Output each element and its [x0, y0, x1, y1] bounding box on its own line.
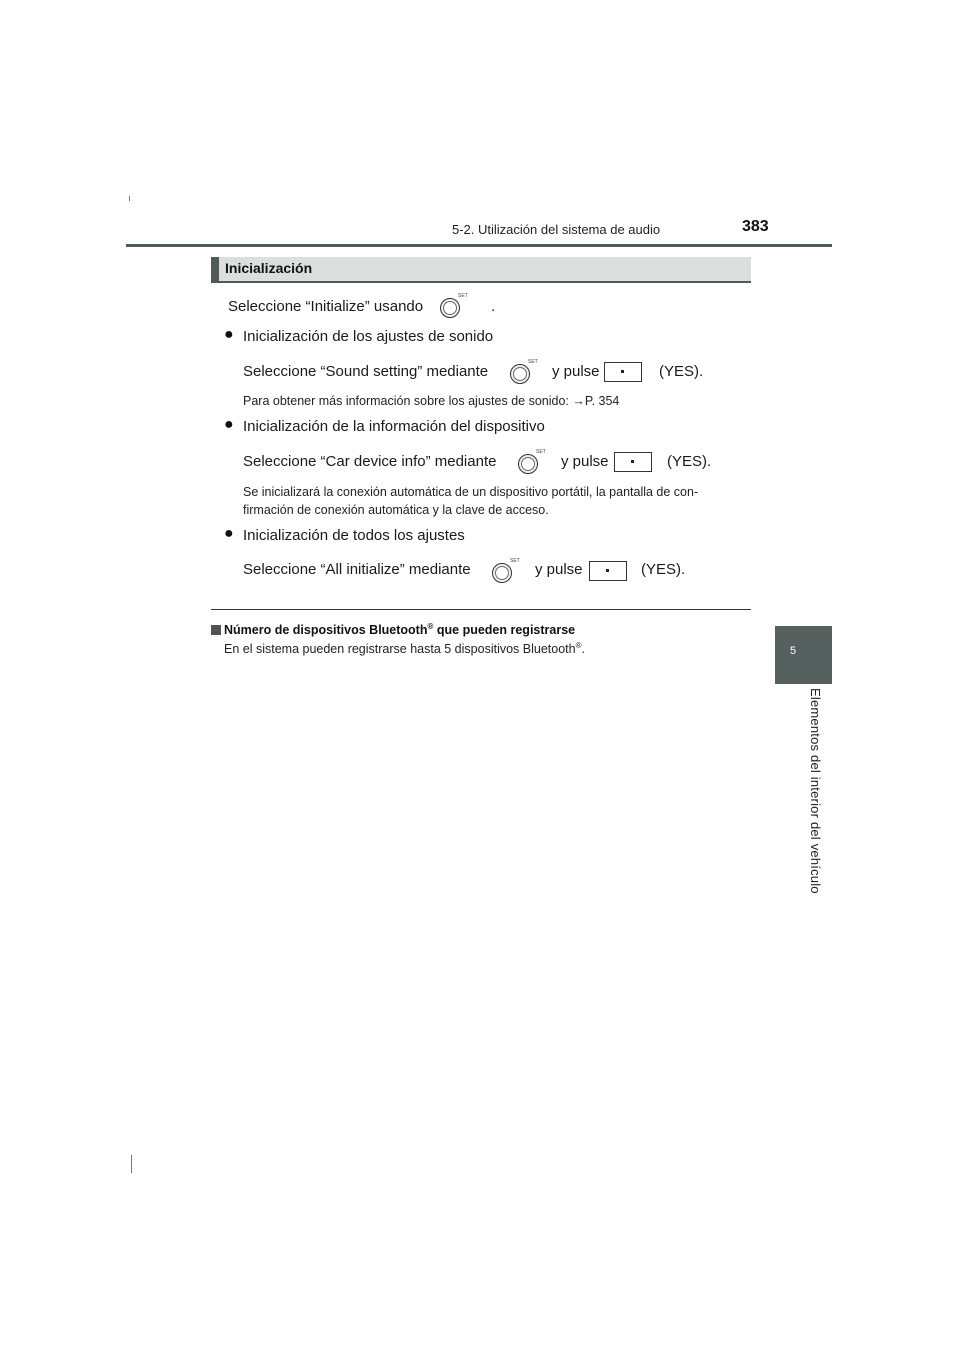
bullet-2: ● [224, 416, 234, 433]
item-2-step-suffix: (YES). [667, 453, 712, 470]
knob-set-tag: SET [536, 449, 546, 455]
tune-select-knob-icon [492, 563, 512, 583]
note-title [224, 622, 575, 637]
note-title-suffix: que pueden registrarse [433, 623, 576, 638]
item-1-step-prefix: Seleccione “Sound setting” mediante [243, 363, 489, 380]
note-body [224, 641, 585, 656]
item-1-note: Para obtener más información sobre los ajustes de sonido: →P. 354 [243, 394, 620, 408]
intro-instruction [228, 298, 423, 315]
item-3-heading: Inicialización de todos los ajustes [243, 527, 465, 544]
item-2-step-prefix: Seleccione “Car device info” mediante [243, 453, 497, 470]
item-1-step-suffix: (YES). [659, 363, 704, 380]
section-title: Inicialización [225, 260, 313, 276]
bullet-3: ● [224, 525, 234, 542]
preset-button-icon [604, 362, 642, 382]
item-1-step-middle: y pulse [552, 363, 600, 380]
tune-select-knob-icon [510, 364, 530, 384]
chapter-number: 5 [790, 645, 797, 657]
note-body-prefix: En el sistema pueden registrarse hasta 5 dispositivos Bluetooth [224, 642, 576, 657]
note-title-registered: ® [427, 622, 434, 631]
crop-mark-bottom [131, 1155, 132, 1173]
intro-suffix: . [491, 298, 496, 315]
item-2-note-line-1: Se inicializará la conexión automática de un dispositivo portátil, la pantalla de con- [243, 485, 699, 499]
note-square-icon [211, 625, 221, 635]
note-title-prefix: Número de dispositivos Bluetooth [224, 623, 428, 638]
item-3-step-suffix: (YES). [641, 561, 686, 578]
intro-prefix: Seleccione “Initialize” usando [228, 298, 424, 315]
page-number: 383 [742, 218, 769, 235]
chapter-title: Elementos del interior del vehículo [808, 688, 823, 894]
section-heading-accent [211, 257, 219, 283]
tune-select-knob-icon [440, 298, 460, 318]
note-body-suffix: . [581, 642, 585, 657]
item-2-note-line-2: firmación de conexión automática y la clave de acceso. [243, 503, 549, 517]
note-body-registered: ® [575, 641, 582, 650]
item-2-heading: Inicialización de la información del dispositivo [243, 418, 545, 435]
crop-mark-top [129, 196, 130, 201]
tune-select-knob-icon [518, 454, 538, 474]
notes-divider [211, 609, 751, 610]
knob-set-tag: SET [528, 359, 538, 365]
chapter-tab [775, 626, 832, 684]
header-rule [126, 244, 832, 247]
header-section-path: 5-2. Utilización del sistema de audio [452, 222, 661, 237]
knob-set-tag: SET [458, 293, 468, 299]
item-3-step-prefix: Seleccione “All initialize” mediante [243, 561, 471, 578]
item-2-step-middle: y pulse [561, 453, 609, 470]
bullet-1: ● [224, 326, 234, 343]
knob-set-tag: SET [510, 558, 520, 564]
preset-button-icon [589, 561, 627, 581]
item-3-step-middle: y pulse [535, 561, 583, 578]
preset-button-icon [614, 452, 652, 472]
item-1-heading: Inicialización de los ajustes de sonido [243, 328, 494, 345]
